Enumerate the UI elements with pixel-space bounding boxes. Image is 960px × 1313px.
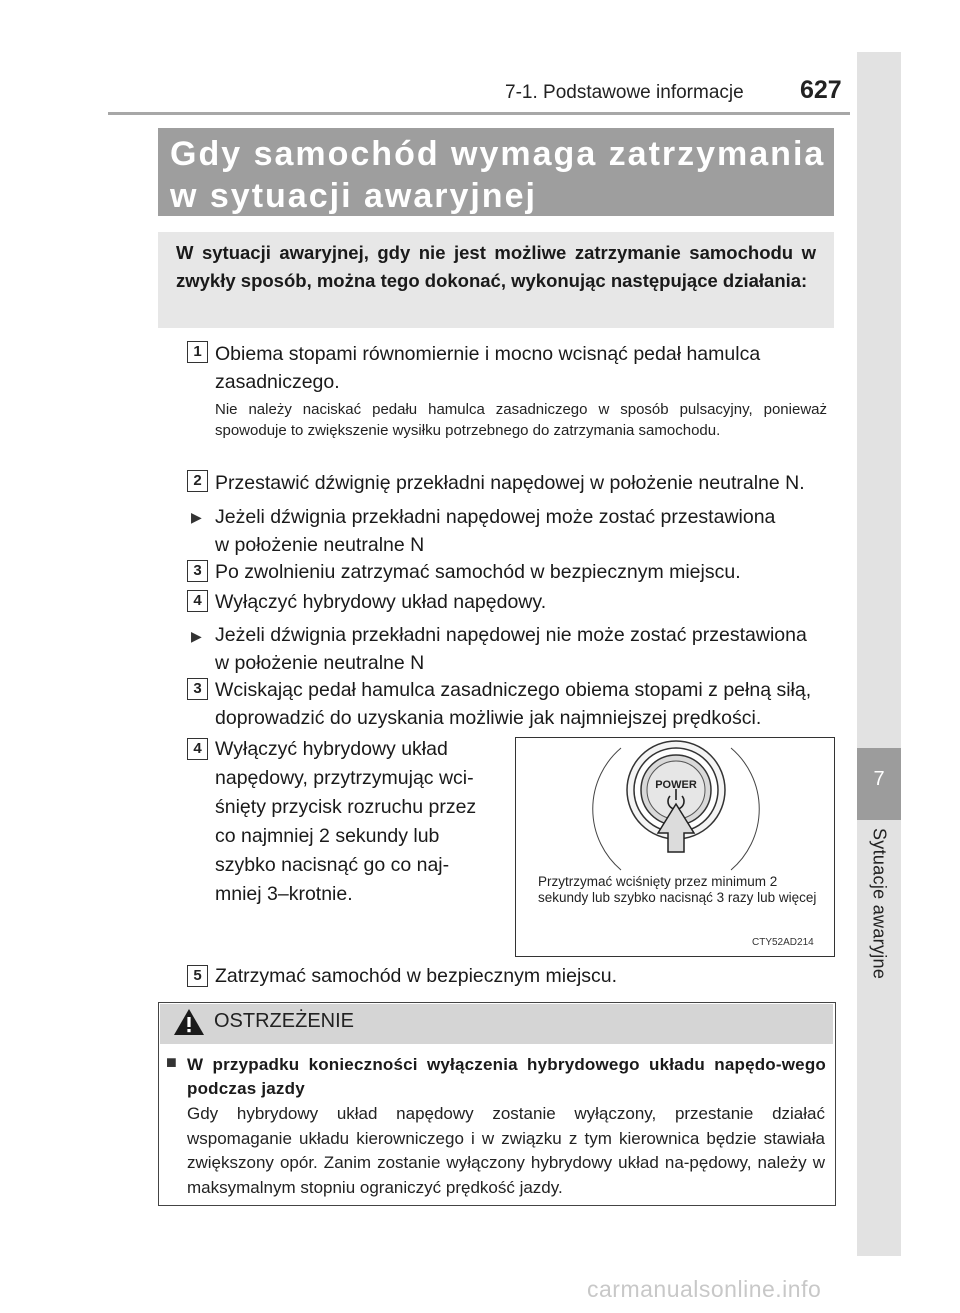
step-text: Po zwolnieniu zatrzymać samochód w bezpiecznym miejscu. [215, 561, 741, 583]
page-number: 627 [800, 76, 842, 104]
step-note: Nie należy naciskać pedału hamulca zasadniczego w sposób pulsacyjny, ponieważ spowoduje to zwiększenie wysiłku potrzebnego do zatrzymania samochodu. [215, 401, 827, 439]
step-line: doprowadzić do uzyskania możliwie jak najmniejszej prędkości. [215, 707, 762, 729]
header-divider [108, 112, 850, 115]
figure-caption: Przytrzymać wciśnięty przez minimum 2 sekundy lub szybko nacisnąć 3 razy lub więcej [538, 874, 817, 905]
step-text [215, 676, 840, 732]
warning-triangle-icon [173, 1008, 205, 1036]
branch-line: Jeżeli dźwignia przekładni napędowej może zostać przestawiona [215, 506, 776, 528]
step-number: 2 [187, 470, 208, 492]
step-line: szybko nacisnąć go co naj- [215, 854, 450, 876]
branch-text [215, 503, 827, 559]
step-text: Zatrzymać samochód w bezpiecznym miejscu. [215, 965, 618, 987]
branch-line: w położenie neutralne N [215, 652, 425, 674]
step-line: Wciskając pedał hamulca zasadniczego obiema stopami z pełną siłą, [215, 679, 812, 701]
step-text [215, 340, 827, 396]
warning-body: Gdy hybrydowy układ napędowy zostanie wyłączony, przestanie działać wspomaganie układu kierowniczego i w związku z tym kierownica będzie stawiała zwiększony opór. Zanim zostanie wyłączony hybrydowy układ na-pędowy, należy w maksymalnym stopniu ograniczyć prędkość jazdy. [187, 1104, 825, 1197]
step-line: Obiema stopami równomiernie i mocno wcisnąć pedał hamulca [215, 343, 761, 365]
page-title-line1: Gdy samochód wymaga zatrzymania [170, 135, 826, 173]
branch-text [215, 621, 840, 677]
power-button-illustration [516, 738, 834, 956]
figure-code: CTY52AD214 [752, 937, 814, 948]
step-line: co najmniej 2 sekundy lub [215, 825, 440, 847]
chapter-label [857, 828, 901, 1008]
step-line: śnięty przycisk rozruchu przez [215, 796, 477, 818]
arrow-right-icon: ▶ [191, 628, 202, 644]
step-number: 4 [187, 590, 208, 612]
bullet-square-icon: ■ [166, 1052, 177, 1072]
page-title [170, 133, 830, 217]
chapter-label-text: Sytuacje awaryjne [869, 828, 890, 980]
step-number: 3 [187, 560, 208, 582]
arrow-right-icon: ▶ [191, 509, 202, 525]
step-line: napędowy, przytrzymując wci- [215, 767, 474, 789]
step-line: zasadniczego. [215, 371, 340, 393]
step-text [215, 735, 502, 909]
step-number: 3 [187, 678, 208, 700]
chapter-side-bar [857, 52, 901, 1256]
step-text: Wyłączyć hybrydowy układ napędowy. [215, 591, 547, 613]
step-line: Wyłączyć hybrydowy układ [215, 738, 448, 760]
intro-text: W sytuacji awaryjnej, gdy nie jest możliwe zatrzymanie samochodu w zwykły sposób, można tego dokonać, wykonując następujące działania: [176, 242, 816, 291]
figure-frame [515, 737, 835, 957]
warning-title: OSTRZEŻENIE [214, 1010, 355, 1032]
watermark: carmanualsonline.info [587, 1276, 822, 1302]
page-title-line2: w sytuacji awaryjnej [170, 177, 537, 215]
chapter-number: 7 [873, 768, 885, 790]
step-number: 5 [187, 965, 208, 987]
section-heading: 7-1. Podstawowe informacje [505, 82, 744, 103]
warning-subtitle: W przypadku konieczności wyłączenia hybrydowego układu napędo-wego podczas jazdy [187, 1055, 826, 1098]
step-number: 4 [187, 738, 208, 760]
branch-line: Jeżeli dźwignia przekładni napędowej nie może zostać przestawiona [215, 624, 807, 646]
step-text: Przestawić dźwignię przekładni napędowej w położenie neutralne N. [215, 472, 805, 494]
step-line: mniej 3–krotnie. [215, 883, 353, 905]
step-number: 1 [187, 341, 208, 363]
power-button-label: POWER [655, 779, 697, 791]
branch-line: w położenie neutralne N [215, 534, 425, 556]
